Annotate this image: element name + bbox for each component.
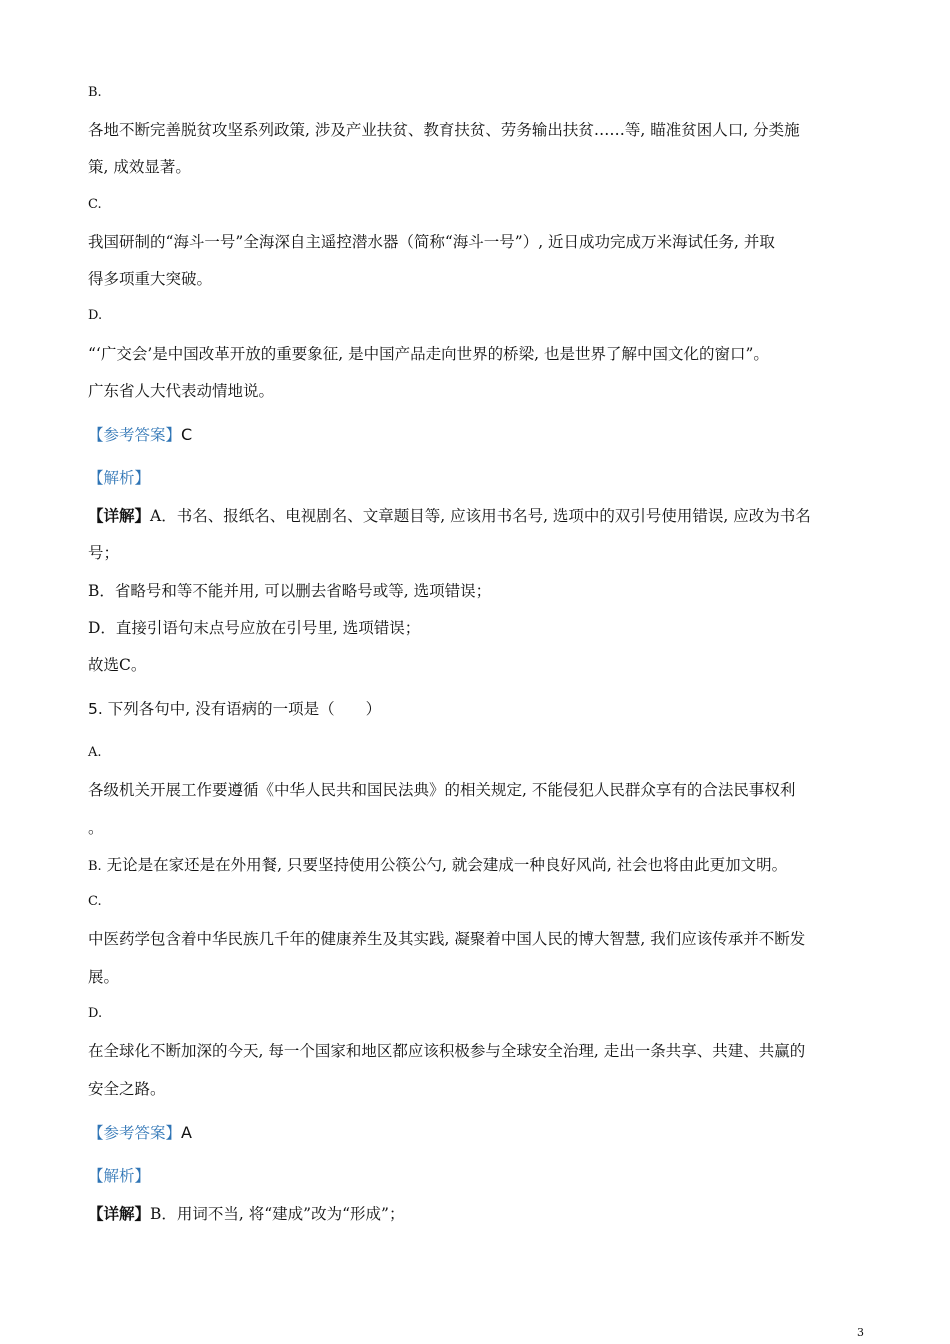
question-text: 下列各句中, 没有语病的一项是（ ）: [102, 700, 382, 718]
q5-detail-line1: [88, 1204, 868, 1224]
q5-analysis-label: 【解析】: [88, 1167, 151, 1185]
q4-option-b-label: B.: [88, 85, 102, 100]
detail-label: 【详解】: [88, 1204, 151, 1223]
page-number: 3: [857, 1326, 864, 1339]
q5-option-a-text-line1: 各级机关开展工作要遵循《中华人民共和国民法典》的相关规定, 不能侵犯人民群众享有的合法民事权利: [88, 781, 796, 799]
q5-option-c-label: C.: [88, 894, 102, 909]
q4-conclusion: 故选C。: [88, 656, 147, 674]
option-b-text: 无论是在家还是在外用餐, 只要坚持使用公筷公勺, 就会建成一种良好风尚, 社会也将由此更加文明。: [101, 856, 788, 874]
q4-option-c-text-line2: 得多项重大突破。: [88, 270, 213, 288]
option-b-label: B.: [88, 859, 102, 874]
q5-option-c-text-line2: 展。: [88, 968, 120, 986]
q4-answer: [88, 425, 868, 445]
detail-text: A．书名、报纸名、电视剧名、文章题目等, 应该用书名号, 选项中的双引号使用错误, 应改为书名: [150, 507, 811, 525]
q5-stem: [88, 699, 868, 719]
q4-detail-line1: [88, 506, 868, 526]
q4-detail-line2: 号；: [88, 544, 120, 562]
q4-option-c-label: C.: [88, 197, 102, 212]
answer-label: 【参考答案】: [88, 1124, 182, 1142]
q5-option-c-text-line1: 中医药学包含着中华民族几千年的健康养生及其实践, 凝聚着中国人民的博大智慧, 我们应该传承并不断发: [88, 930, 806, 948]
q4-option-d-label: D.: [88, 308, 103, 323]
q4-option-d-text-line2: 广东省人大代表动情地说。: [88, 382, 275, 400]
detail-text: B．用词不当, 将“建成”改为“形成”；: [150, 1205, 405, 1223]
q5-option-a-label: A.: [88, 745, 102, 760]
q4-option-b-text-line1: 各地不断完善脱贫攻坚系列政策, 涉及产业扶贫、教育扶贫、劳务输出扶贫……等, 瞄准贫困人口, 分类施: [88, 121, 800, 139]
q4-detail-line-d: D．直接引语句末点号应放在引号里, 选项错误；: [88, 619, 421, 637]
q5-answer: [88, 1123, 868, 1143]
q5-option-b: [88, 855, 868, 877]
q5-option-d-label: D.: [88, 1006, 103, 1021]
answer-letter: C: [181, 425, 193, 444]
q4-analysis-label: 【解析】: [88, 469, 151, 487]
q5-option-a-text-line2: 。: [88, 819, 104, 837]
answer-label: 【参考答案】: [88, 426, 182, 444]
q4-option-b-text-line2: 策, 成效显著。: [88, 158, 191, 176]
q5-option-d-text-line2: 安全之路。: [88, 1080, 166, 1098]
q5-option-d-text-line1: 在全球化不断加深的今天, 每一个国家和地区都应该积极参与全球安全治理, 走出一条共享、共建、共赢的: [88, 1042, 806, 1060]
question-number: 5.: [88, 700, 103, 718]
q4-detail-line-b: B．省略号和等不能并用, 可以删去省略号或等, 选项错误；: [88, 582, 492, 600]
answer-letter: A: [181, 1123, 192, 1142]
detail-label: 【详解】: [88, 506, 151, 525]
q4-option-d-text-line1: “‘广交会’是中国改革开放的重要象征, 是中国产品走向世界的桥梁, 也是世界了解中国文化的窗口”。: [88, 345, 769, 363]
q4-option-c-text-line1: 我国研制的“海斗一号”全海深自主遥控潜水器（简称“海斗一号”）, 近日成功完成万米海试任务, 并取: [88, 233, 775, 251]
